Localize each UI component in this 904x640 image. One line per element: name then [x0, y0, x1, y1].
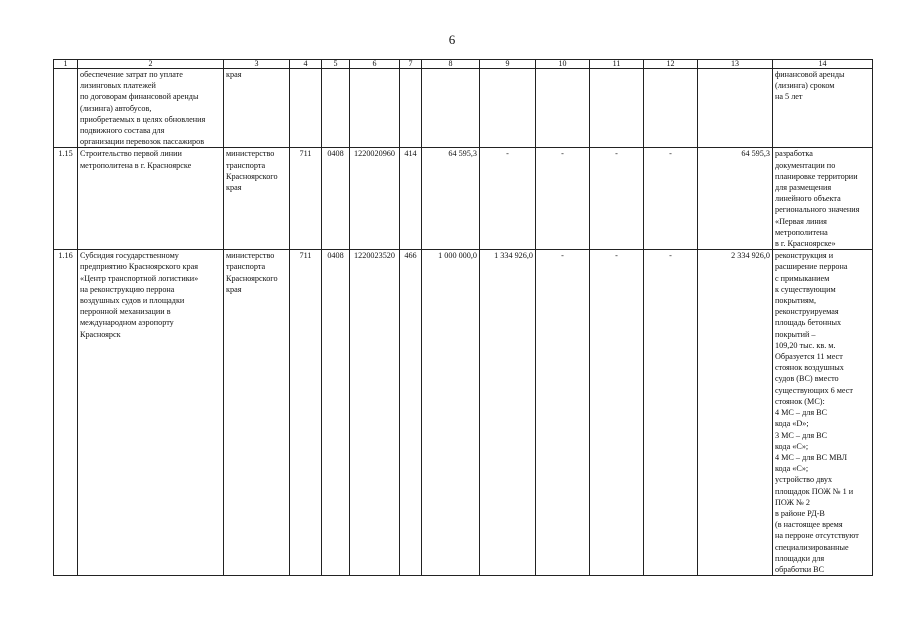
header-cell: 2: [78, 60, 224, 69]
amount-year-3: -: [536, 148, 590, 250]
expected-result: реконструкция и расширение перрона с примыканием к существующим покрытиям, реконструируемая площадь бетонных покрытий – 109,20 тыс. кв. м. Образуется 11 мест стоянок воздушных судов (ВС) вместо существующих 6 мест стоянок (МС): 4 МС – для ВС кода «D»; 3 МС – для ВС кода «С»; 4 МС – для ВС МВЛ кода «С»; устройство двух площадок ПОЖ № 1 и ПОЖ № 2 в районе РД-В (в настоящее время на перроне отсутствуют специализированные площадки для обработки ВС: [773, 250, 873, 576]
header-cell: 1: [54, 60, 78, 69]
row-number: [54, 69, 78, 148]
header-cell: 4: [290, 60, 322, 69]
section-code: 0408: [322, 148, 350, 250]
header-cell: 9: [480, 60, 536, 69]
table-row: [54, 148, 873, 250]
amount-year-3: [536, 69, 590, 148]
measure-name: Строительство первой линии метрополитена в г. Красноярске: [78, 148, 224, 250]
amount-year-4: -: [590, 250, 644, 576]
amount-total: 2 334 926,0: [698, 250, 773, 576]
header-cell: 12: [644, 60, 698, 69]
header-cell: 14: [773, 60, 873, 69]
amount-year-5: -: [644, 250, 698, 576]
header-cell: 10: [536, 60, 590, 69]
header-cell: 7: [400, 60, 422, 69]
header-cell: 13: [698, 60, 773, 69]
amount-year-5: -: [644, 148, 698, 250]
amount-year-4: [590, 69, 644, 148]
amount-year-1: 1 000 000,0: [422, 250, 480, 576]
expense-type-code: 414: [400, 148, 422, 250]
amount-year-2: 1 334 926,0: [480, 250, 536, 576]
target-article-code: [350, 69, 400, 148]
grbs-code: 711: [290, 250, 322, 576]
expected-result: разработка документации по планировке территории для размещения линейного объекта регионального значения «Первая линия метрополитена в г. Красноярске»: [773, 148, 873, 250]
expense-type-code: 466: [400, 250, 422, 576]
header-cell: 5: [322, 60, 350, 69]
budget-table: [53, 59, 873, 576]
executor: края: [224, 69, 290, 148]
expected-result: финансовой аренды (лизинга) сроком на 5 лет: [773, 69, 873, 148]
section-code: [322, 69, 350, 148]
grbs-code: 711: [290, 148, 322, 250]
header-cell: 8: [422, 60, 480, 69]
amount-year-1: 64 595,3: [422, 148, 480, 250]
amount-total: [698, 69, 773, 148]
measure-name: Субсидия государственному предприятию Красноярского края «Центр транспортной логистики» на реконструкцию перрона воздушных судов и площадки перронной механизации в международном аэропорту Красноярск: [78, 250, 224, 576]
section-code: 0408: [322, 250, 350, 576]
page-number: 6: [448, 32, 456, 47]
table-row: [54, 69, 873, 148]
grbs-code: [290, 69, 322, 148]
table-row: [54, 250, 873, 576]
target-article-code: 1220023520: [350, 250, 400, 576]
amount-year-5: [644, 69, 698, 148]
amount-year-3: -: [536, 250, 590, 576]
row-number: 1.15: [54, 148, 78, 250]
header-cell: 11: [590, 60, 644, 69]
executor: министерство транспорта Красноярского края: [224, 148, 290, 250]
amount-total: 64 595,3: [698, 148, 773, 250]
header-cell: 3: [224, 60, 290, 69]
expense-type-code: [400, 69, 422, 148]
executor: министерство транспорта Красноярского края: [224, 250, 290, 576]
header-cell: 6: [350, 60, 400, 69]
amount-year-2: [480, 69, 536, 148]
column-number-row: [54, 60, 873, 69]
amount-year-1: [422, 69, 480, 148]
measure-name: обеспечение затрат по уплате лизинговых платежей по договорам финансовой аренды (лизинга) автобусов, приобретаемых в целях обновления подвижного состава для организации перевозок пассажиров: [78, 69, 224, 148]
amount-year-2: -: [480, 148, 536, 250]
target-article-code: 1220020960: [350, 148, 400, 250]
row-number: 1.16: [54, 250, 78, 576]
amount-year-4: -: [590, 148, 644, 250]
